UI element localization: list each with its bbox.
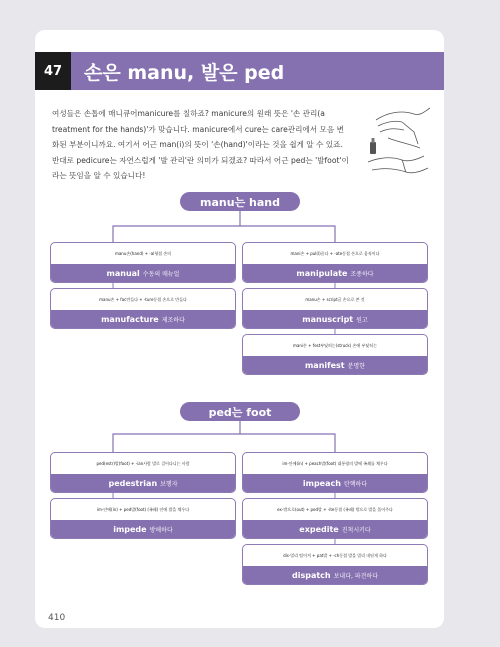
word-meaning: 수동의 매뉴얼 <box>142 270 180 278</box>
word-term: manifest <box>304 360 345 370</box>
word-card-impede <box>50 498 236 539</box>
word-card-impeach <box>242 452 428 493</box>
word-card-manuscript <box>242 288 428 329</box>
manu-root-label: manu는 hand <box>180 192 300 211</box>
word-meaning: 분명한 <box>347 362 366 370</box>
word-meaning: 방해하다 <box>149 526 173 534</box>
word-meaning: 보내다, 파견하다 <box>333 572 378 580</box>
word-card-expedite <box>242 498 428 539</box>
word-card-manipulate <box>242 242 428 283</box>
page-title: 손은 manu, 발은 ped <box>84 61 285 84</box>
word-formula: ped(estr)발(foot) + -ian사람 발로 걸어다니는 사람 <box>96 460 190 466</box>
word-meaning: 제조하다 <box>161 316 185 324</box>
word-meaning: 진척시키다 <box>341 526 371 534</box>
word-formula: im-안에(in) + peach발(foot) 대통령의 발에 족쇄를 채우다 <box>282 460 388 466</box>
word-term: manufacture <box>101 314 159 324</box>
ped-root-label: ped는 foot <box>180 402 300 421</box>
page-number: 410 <box>48 613 66 623</box>
word-formula: mani손 + pul(l)끌다 + -ate동접 손으로 움직이다 <box>290 250 380 256</box>
word-card-pedestrian <box>50 452 236 493</box>
intro-paragraph: 여성들은 손톱에 매니큐어manicure를 칠하죠? manicure의 원래 뜻은 '손 관리(a treatment for the hands)'가 맞습니다. manicure에서 cure는 care관리에서 모음 변화된 부분이니까요. 여기서 어근 man(i)의 뜻이 '손(hand)'이라는 것을 쉽게 알 수 있죠. 반대로 pedicure는 자연스럽게 '발 관리'란 의미가 되겠죠? 따라서 어근 ped는 '발foot'이라는 뜻임을 알 수 있습니다! <box>52 109 349 181</box>
word-term: pedestrian <box>108 478 158 488</box>
word-card-manufacture <box>50 288 236 329</box>
word-term: manual <box>106 268 140 278</box>
word-meaning: 탄핵하다 <box>343 480 368 488</box>
word-meaning: 조종하다 <box>350 270 374 278</box>
word-term: manipulate <box>296 268 348 278</box>
word-formula: dis-멀리 떨어져 + pat발 + -ch동접 발을 멀리 내딛게 하다 <box>283 552 387 558</box>
word-term: expedite <box>299 524 339 534</box>
word-term: manuscript <box>302 314 354 324</box>
word-term: impede <box>113 524 147 534</box>
word-card-dispatch <box>242 544 428 585</box>
word-formula: im-안에(in) + ped발(foot) (족쇄) 안에 발을 채우다 <box>96 506 190 512</box>
word-formula: manu손(hand) + -al형접 손의 <box>114 250 172 256</box>
word-formula: ex-밖으로(out) + ped발 + -ite동접 (족쇄) 밖으로 발을 풀어주다 <box>277 506 393 512</box>
word-card-manifest <box>242 334 428 375</box>
word-term: dispatch <box>291 570 331 580</box>
word-formula: mani손 + fest부딪히는(struck) 손에 부딪히는 <box>293 342 377 348</box>
lesson-number: 47 <box>35 52 71 90</box>
word-formula: manu손 + fac만들다 + -ture동접 손으로 만들다 <box>99 296 187 302</box>
word-meaning: 보행자 <box>160 480 178 488</box>
word-formula: manu손 + script글 손으로 쓴 것 <box>305 296 365 302</box>
word-term: impeach <box>302 478 341 488</box>
word-meaning: 원고 <box>356 316 368 324</box>
word-card-manual <box>50 242 236 283</box>
